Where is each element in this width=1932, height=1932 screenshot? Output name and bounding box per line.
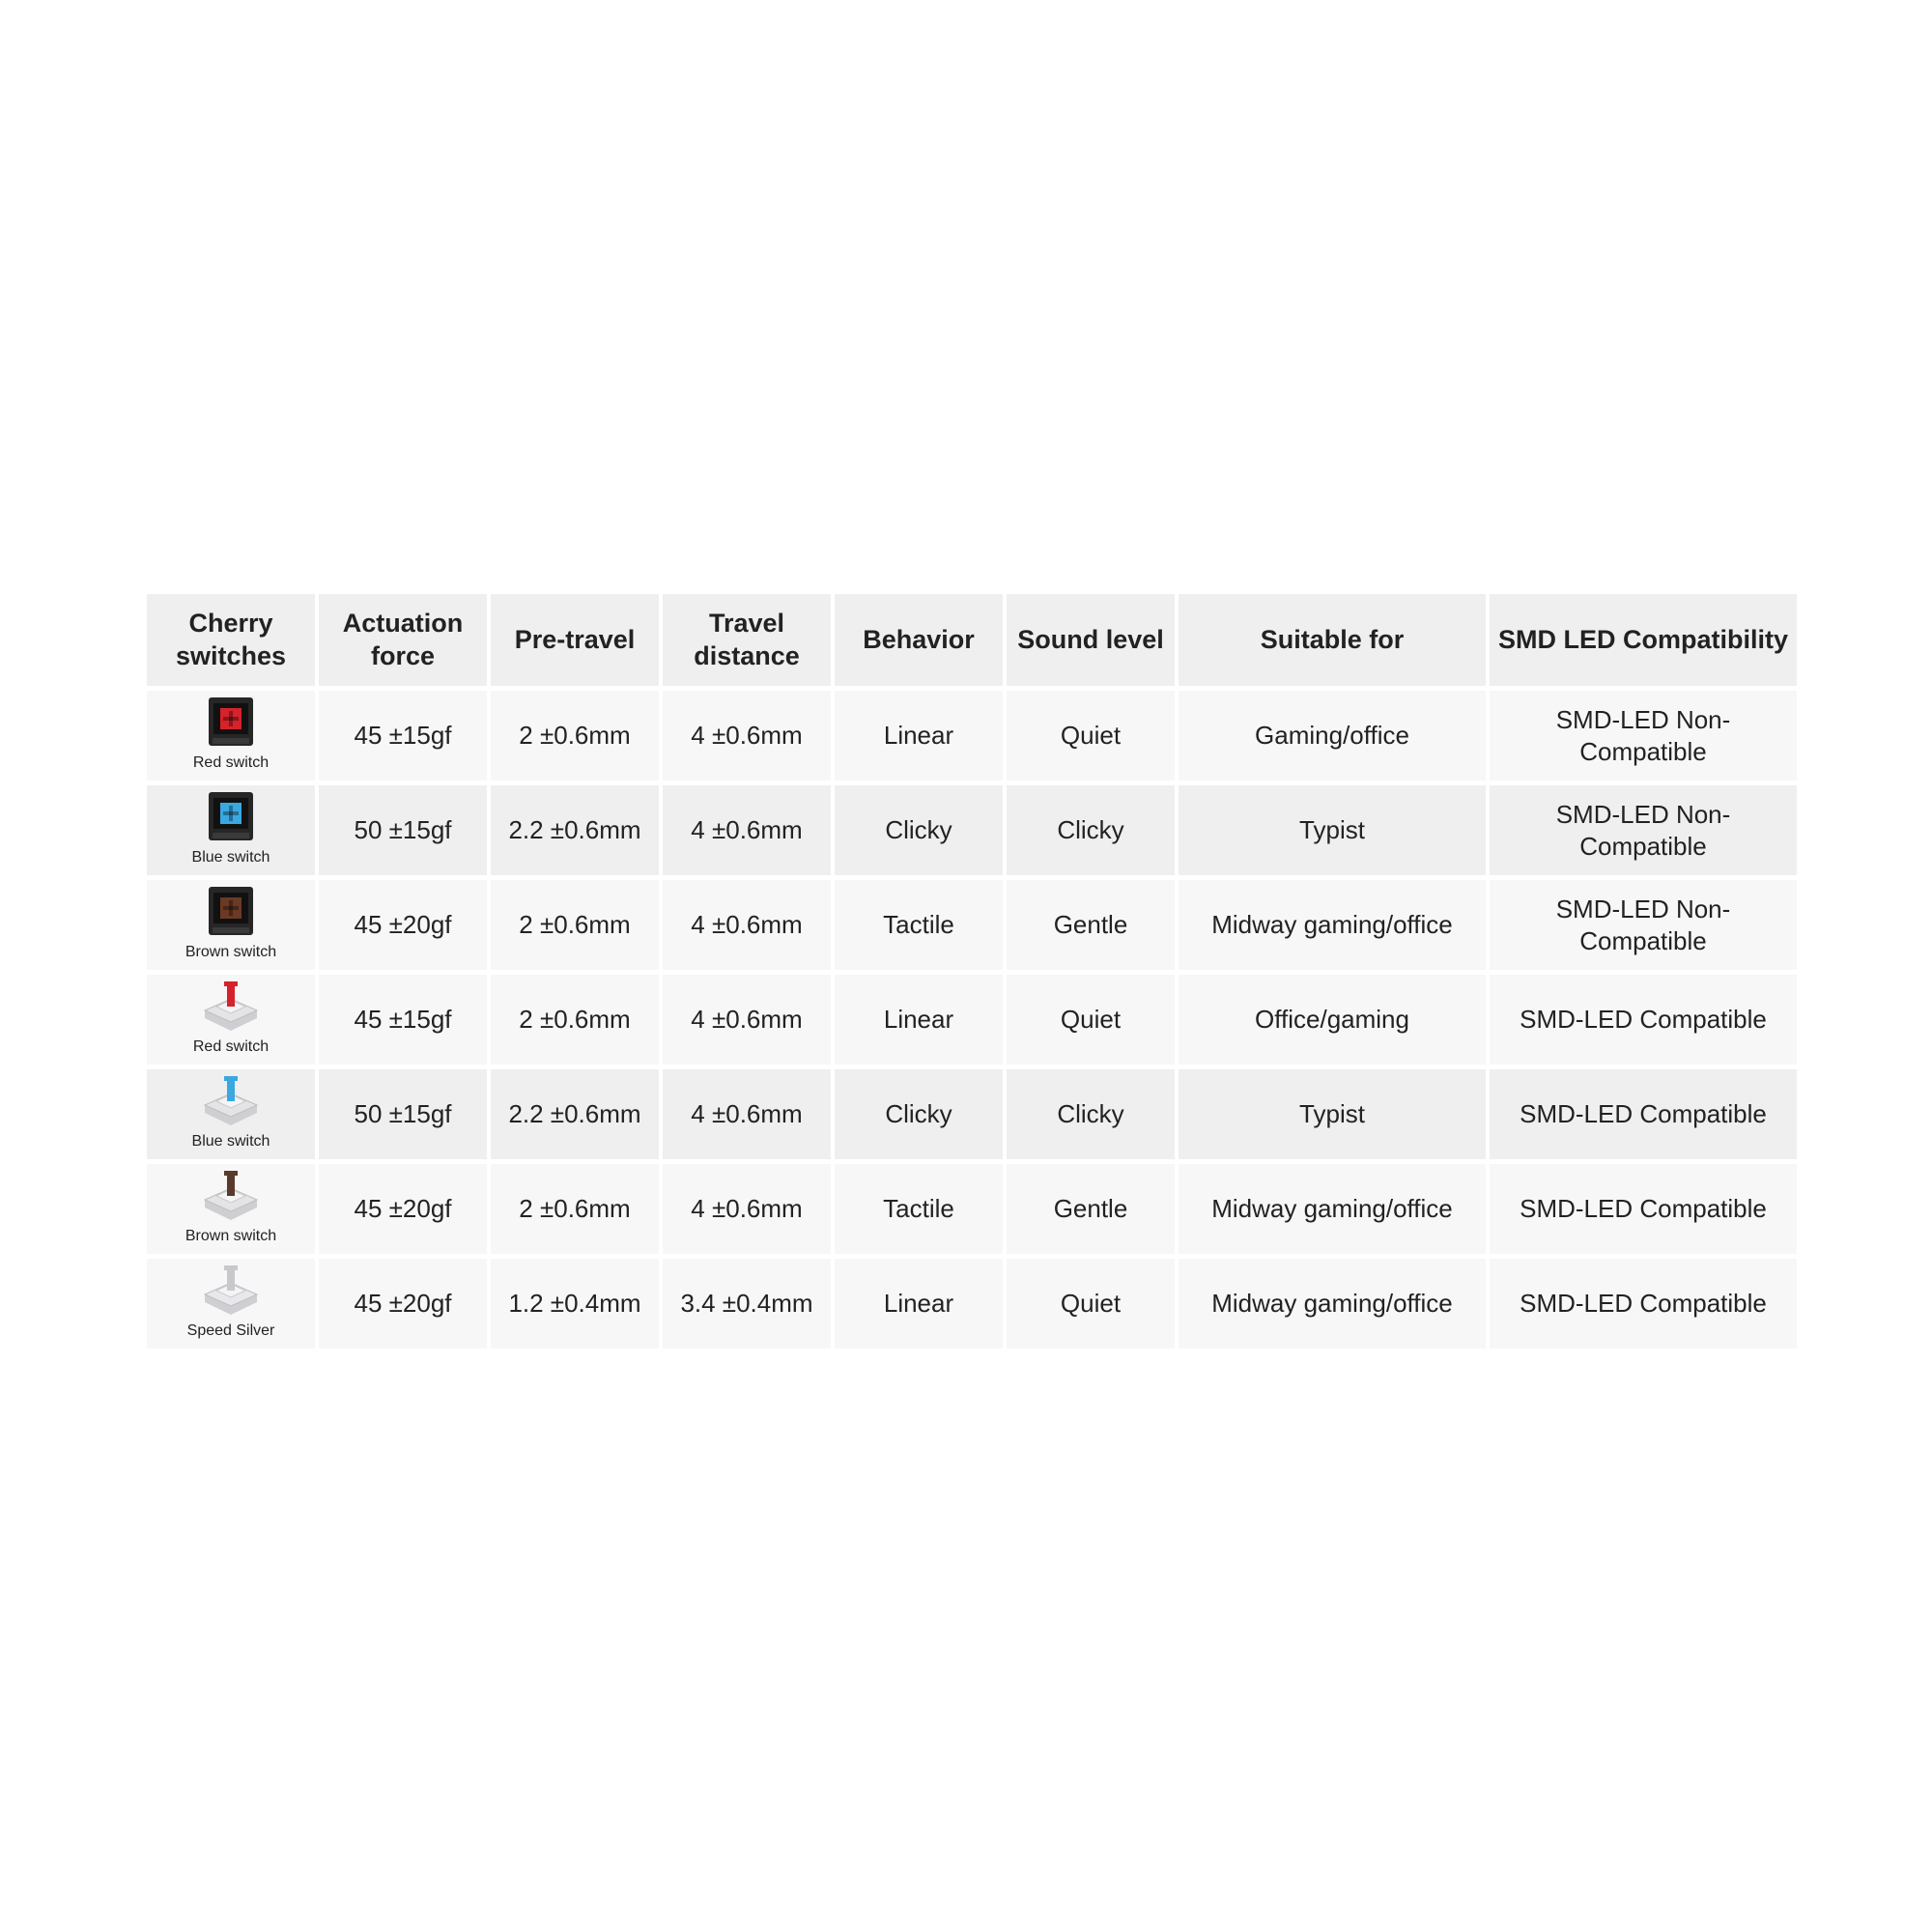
pre-travel-cell: 2 ±0.6mm (491, 691, 659, 781)
pre-travel-cell: 2 ±0.6mm (491, 975, 659, 1065)
sound-level-cell: Quiet (1007, 691, 1175, 781)
smd-led-compatibility-cell: SMD-LED Compatible (1490, 1259, 1797, 1349)
travel-distance-cell: 3.4 ±0.4mm (663, 1259, 831, 1349)
sound-level-cell: Quiet (1007, 975, 1175, 1065)
pre-travel-cell: 2.2 ±0.6mm (491, 785, 659, 875)
smd-led-compatibility-cell: SMD-LED Compatible (1490, 1069, 1797, 1159)
travel-distance-cell: 4 ±0.6mm (663, 1164, 831, 1254)
header-pre-travel: Pre-travel (491, 594, 659, 686)
red-switch-black-housing-icon (199, 694, 263, 750)
suitable-for-cell: Office/gaming (1179, 975, 1486, 1065)
switch-comparison-table (147, 594, 1789, 1349)
switch-label: Brown switch (185, 944, 277, 960)
travel-distance-cell: 4 ±0.6mm (663, 785, 831, 875)
travel-distance-cell: 4 ±0.6mm (663, 691, 831, 781)
switch-cell (147, 880, 315, 970)
switch-label: Red switch (192, 754, 270, 771)
actuation-force-cell: 50 ±15gf (319, 785, 487, 875)
smd-led-compatibility-cell: SMD-LED Non-Compatible (1490, 691, 1797, 781)
silver-switch-clear-housing-icon (199, 1262, 263, 1318)
brown-switch-clear-housing-icon (199, 1167, 263, 1223)
sound-level-cell: Gentle (1007, 1164, 1175, 1254)
travel-distance-cell: 4 ±0.6mm (663, 1069, 831, 1159)
switch-cell (147, 1164, 315, 1254)
suitable-for-cell: Typist (1179, 785, 1486, 875)
pre-travel-cell: 2.2 ±0.6mm (491, 1069, 659, 1159)
sound-level-cell: Clicky (1007, 1069, 1175, 1159)
header-smd-led-compatibility: SMD LED Compatibility (1490, 594, 1797, 686)
header-cherry-switches: Cherry switches (147, 594, 315, 686)
behavior-cell: Tactile (835, 1164, 1003, 1254)
pre-travel-cell: 1.2 ±0.4mm (491, 1259, 659, 1349)
smd-led-compatibility-cell: SMD-LED Compatible (1490, 1164, 1797, 1254)
sound-level-cell: Clicky (1007, 785, 1175, 875)
switch-cell (147, 785, 315, 875)
switch-cell (147, 691, 315, 781)
smd-led-compatibility-cell: SMD-LED Non-Compatible (1490, 785, 1797, 875)
blue-switch-black-housing-icon (199, 788, 263, 844)
brown-switch-black-housing-icon (199, 883, 263, 939)
header-behavior: Behavior (835, 594, 1003, 686)
travel-distance-cell: 4 ±0.6mm (663, 880, 831, 970)
switch-label: Blue switch (191, 849, 270, 866)
suitable-for-cell: Gaming/office (1179, 691, 1486, 781)
behavior-cell: Linear (835, 1259, 1003, 1349)
suitable-for-cell: Midway gaming/office (1179, 1259, 1486, 1349)
header-actuation-force: Actuation force (319, 594, 487, 686)
suitable-for-cell: Midway gaming/office (1179, 1164, 1486, 1254)
red-switch-clear-housing-icon (199, 978, 263, 1034)
header-travel-distance: Travel distance (663, 594, 831, 686)
actuation-force-cell: 45 ±15gf (319, 691, 487, 781)
switch-label: Blue switch (191, 1133, 270, 1150)
actuation-force-cell: 45 ±20gf (319, 880, 487, 970)
sound-level-cell: Gentle (1007, 880, 1175, 970)
behavior-cell: Tactile (835, 880, 1003, 970)
smd-led-compatibility-cell: SMD-LED Non-Compatible (1490, 880, 1797, 970)
switch-cell (147, 1069, 315, 1159)
header-sound-level: Sound level (1007, 594, 1175, 686)
switch-cell (147, 975, 315, 1065)
suitable-for-cell: Typist (1179, 1069, 1486, 1159)
switch-label: Speed Silver (186, 1322, 275, 1339)
actuation-force-cell: 50 ±15gf (319, 1069, 487, 1159)
behavior-cell: Clicky (835, 1069, 1003, 1159)
actuation-force-cell: 45 ±20gf (319, 1164, 487, 1254)
switch-label: Brown switch (185, 1228, 277, 1244)
actuation-force-cell: 45 ±20gf (319, 1259, 487, 1349)
suitable-for-cell: Midway gaming/office (1179, 880, 1486, 970)
behavior-cell: Linear (835, 691, 1003, 781)
switch-label: Red switch (192, 1038, 270, 1055)
behavior-cell: Clicky (835, 785, 1003, 875)
actuation-force-cell: 45 ±15gf (319, 975, 487, 1065)
smd-led-compatibility-cell: SMD-LED Compatible (1490, 975, 1797, 1065)
travel-distance-cell: 4 ±0.6mm (663, 975, 831, 1065)
pre-travel-cell: 2 ±0.6mm (491, 1164, 659, 1254)
sound-level-cell: Quiet (1007, 1259, 1175, 1349)
switch-cell (147, 1259, 315, 1349)
header-suitable-for: Suitable for (1179, 594, 1486, 686)
blue-switch-clear-housing-icon (199, 1072, 263, 1128)
behavior-cell: Linear (835, 975, 1003, 1065)
pre-travel-cell: 2 ±0.6mm (491, 880, 659, 970)
